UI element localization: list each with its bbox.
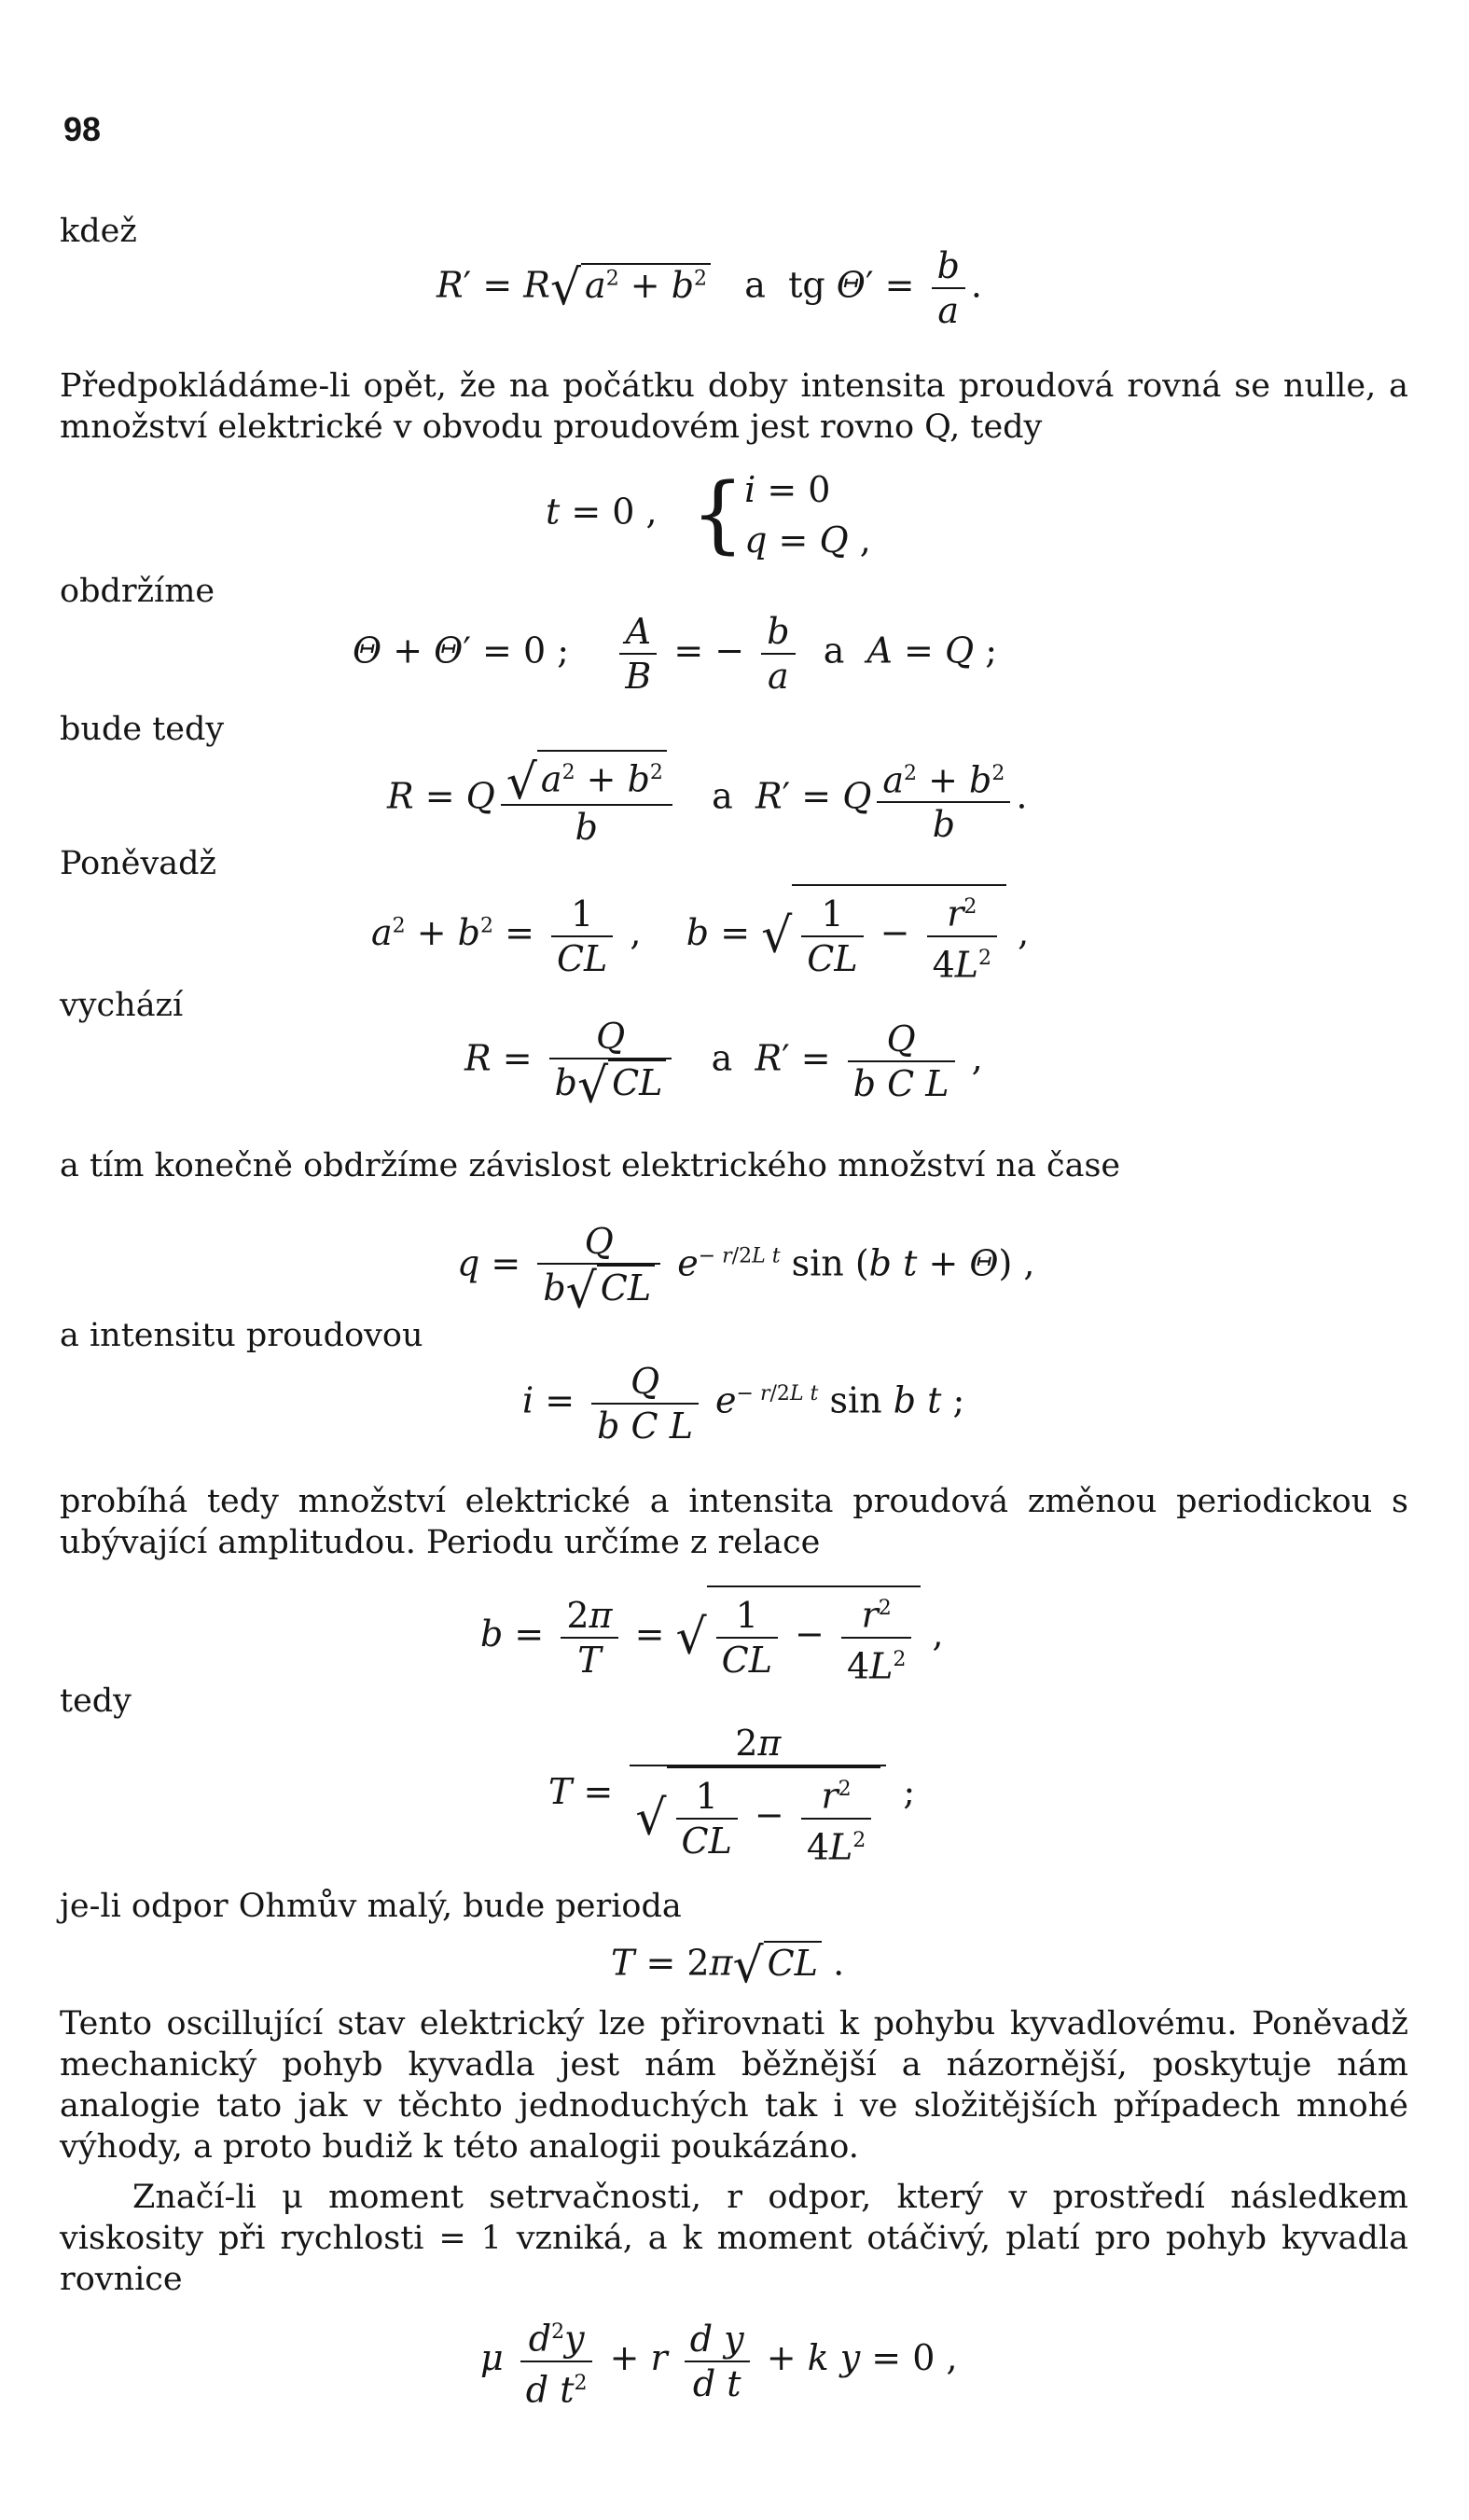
- label-tedy: tedy: [60, 1682, 132, 1720]
- label-bude-tedy: bude tedy: [60, 711, 225, 748]
- page-number: 98: [63, 110, 102, 148]
- equation-phase: Θ + Θ′ = 0 ; $\frac{A}{B}$ = − $\frac{b}{a}$ a A = Q ;: [353, 611, 998, 697]
- equation-r-final: R = $\frac{Q}{b√ CL}$ a R′ = $\frac{Q}{\text{b C L}}$ ,: [464, 1016, 983, 1115]
- equation-b-value: $a^2 + b^2$ = $\frac{1}{CL}$ , b = √ $\frac{1}{CL}$ − $\frac{r^2}{4L^2}$ ,: [371, 884, 1029, 986]
- label-intensitu: a intensitu proudovou: [60, 1317, 423, 1354]
- paragraph-pendulum-equation: Značí-li μ moment setrvačnosti, r odpor, který v prostředí následkem viskosity při rychlosti = 1 vzniká, a k moment otáčivý, platí pro pohyb kyvadla rovnice: [60, 2179, 1408, 2298]
- equation-r-values: R = Q $\frac{√ a^2 + b^2}{b}$ a R′ = Q $\frac{a^2 + b^2}{b}$ .: [387, 750, 1027, 849]
- label-kdez: kdež: [60, 213, 137, 250]
- equation-charge: q = $\frac{Q}{b√ CL}$ $e^{- r/2L t}$ sin (b t + Θ) ,: [457, 1221, 1035, 1320]
- paragraph-periodic: probíhá tedy množství elektrické a intensita proudová změnou periodickou s ubývající amplitudou. Periodu určíme z relace: [60, 1483, 1408, 1561]
- label-ponevadz: Poněvadž: [60, 845, 216, 882]
- equation-r-prime: R′ = R√ $a^2 + b^2$ a tg Θ′ = $\frac{b}{a}$ .: [437, 245, 983, 331]
- equation-period-relation: b = $\frac{2\pi}{T}$ = √ $\frac{1}{CL}$ − $\frac{r^2}{4L^2}$ ,: [480, 1585, 944, 1687]
- label-vychazi: vychází: [60, 987, 184, 1024]
- equation-thomson: T = 2π√ CL .: [611, 1938, 845, 1994]
- equation-pendulum: μ $\frac{d^2y}{d t^2}$ + r $\frac{\text{d y}}{\text{d t}}$ + k y = 0 ,: [480, 2311, 958, 2411]
- equation-initial-conditions: t = 0 , { i = 0 q = Q ,: [546, 465, 871, 563]
- paragraph-charge-time: a tím konečně obdržíme závislost elektrického množství na čase: [60, 1147, 1121, 1184]
- label-perioda: je-li odpor Ohmův malý, bude perioda: [60, 1888, 682, 1925]
- equation-current: i = $\frac{Q}{\text{b C L}}$ $e^{- r/2L t}$ sin b t ;: [522, 1361, 965, 1447]
- equation-period: T = 2π √ $\frac{1}{CL}$ − $\frac{r^2}{4L^2}$ ;: [548, 1723, 916, 1868]
- paragraph-pendulum-analogy: Tento oscillující stav elektrický lze přirovnati k pohybu kyvadlovému. Poněvadž mechanický pohyb kyvadla jest nám běžnější a názornější, poskytuje nám analogie tato jak v těchto jednoduchých tak i ve složitějších případech mnohé výhody, a proto budiž k této analogii poukázáno.: [60, 2005, 1408, 2166]
- label-obdrzime: obdržíme: [60, 573, 215, 610]
- paragraph-initial-conditions: Předpokládáme-li opět, že na počátku doby intensita proudová rovná se nulle, a množství elektrické v obvodu proudovém jest rovno Q, tedy: [60, 367, 1408, 446]
